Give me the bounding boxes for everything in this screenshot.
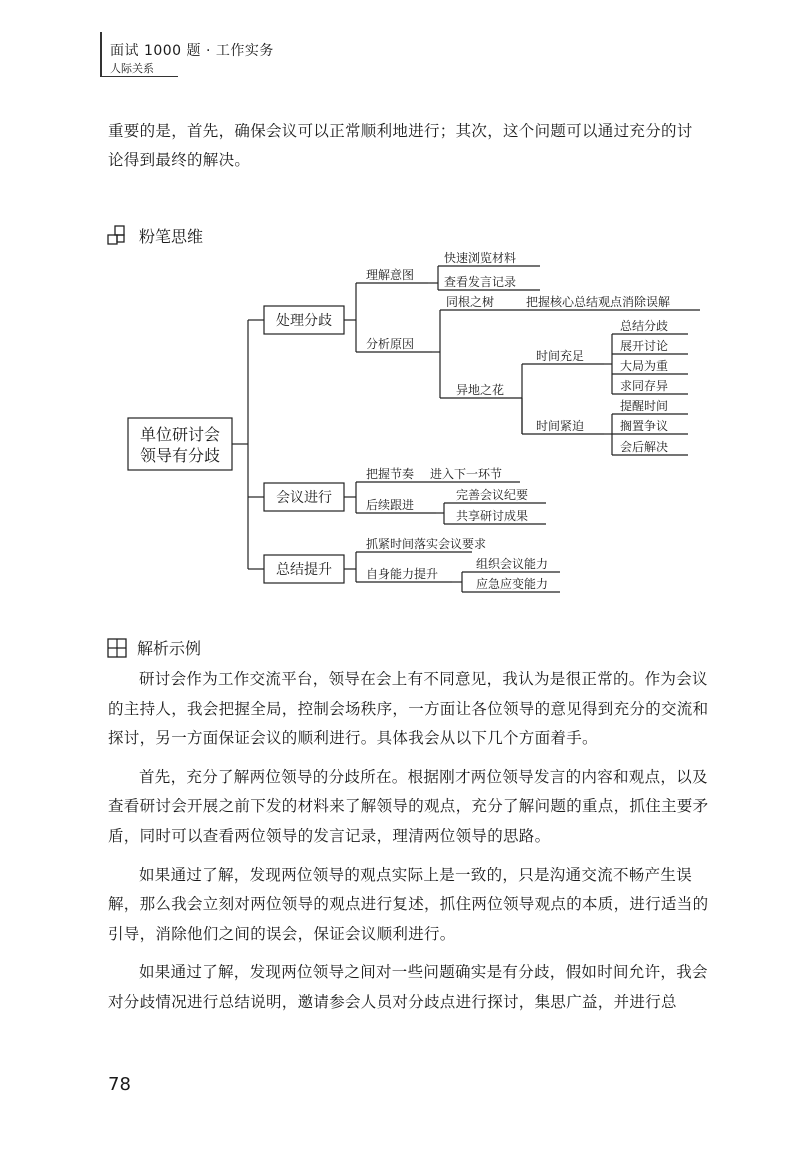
node-implement: 抓紧时间落实会议要求 [366,537,487,551]
node-different-place: 异地之花 [456,383,505,397]
running-header-title: 面试 1000 题 · 工作实务 [110,43,274,59]
root-node-line1: 单位研讨会 [139,425,221,444]
leaf-node: 求同存异 [620,379,669,393]
leaf-node: 搁置争议 [620,419,669,433]
node-time-enough: 时间充足 [536,349,585,363]
node-self-improve: 自身能力提升 [366,567,439,581]
section-title: 粉笔思维 [139,227,204,246]
leaf-node: 快速浏览材料 [444,251,517,265]
leaf-node: 展开讨论 [620,339,669,353]
node-understand-intent: 理解意图 [366,268,415,282]
body-paragraph: 研讨会作为工作交流平台，领导在会上有不同意见，我认为是很正常的。作为会议的主持人，我会把握全局，控制会场秩序，一方面让各位领导的意见得到充分的交流和探讨，另一方面保证会议的顺利进行。具体我会从以下几个方面着手。 [108,670,709,748]
branch-label-handle: 处理分歧 [276,313,332,329]
node-follow-up: 后续跟进 [366,498,415,512]
analysis-body [108,665,720,1027]
section-heading-analysis [107,636,201,659]
node-same-root-detail: 把握核心总结观点消除误解 [526,295,671,309]
intro-line: 论得到最终的解决。 [108,151,251,169]
section-title: 解析示例 [137,639,202,658]
leaf-node: 组织会议能力 [476,557,549,571]
body-paragraph: 如果通过了解，发现两位领导之间对一些问题确实是有分歧，假如时间允许，我会对分歧情况进行总结说明，邀请参会人员对分歧点进行探讨，集思广益，并进行总 [108,963,708,1011]
root-node-line2: 领导有分歧 [139,446,221,465]
leaf-node: 查看发言记录 [444,275,517,289]
leaf-node: 总结分歧 [620,319,669,333]
leaf-node: 提醒时间 [620,399,669,413]
body-paragraph: 首先，充分了解两位领导的分歧所在。根据刚才两位领导发言的内容和观点，以及查看研讨会开展之前下发的材料来了解领导的观点，充分了解问题的重点，抓住主要矛盾，同时可以查看两位领导的发言记录，理清两位领导的思路。 [108,767,709,845]
node-time-short: 时间紧迫 [536,419,585,433]
intro-line: 重要的是，首先，确保会议可以正常顺利地进行；其次，这个问题可以通过充分的讨 [108,122,693,140]
grid-box-icon [107,638,127,658]
body-paragraph: 如果通过了解，发现两位领导的观点实际上是一致的，只是沟通交流不畅产生误解，那么我会立刻对两位领导的观点进行复述，抓住两位领导观点的本质，进行适当的引导，消除他们之间的误会，保证会议顺利进行。 [108,865,709,943]
node-same-root: 同根之树 [446,295,495,309]
node-pace: 把握节奏 [366,467,415,481]
leaf-node: 应急应变能力 [476,577,549,591]
branch-label-summary: 总结提升 [276,562,332,578]
node-analyze-cause: 分析原因 [366,337,415,351]
leaf-node: 大局为重 [620,359,669,373]
leaf-node: 共享研讨成果 [456,509,529,523]
leaf-node: 完善会议纪要 [456,488,529,502]
branch-label-meeting: 会议进行 [276,490,332,506]
running-header-subtitle: 人际关系 [110,62,154,75]
leaf-node: 会后解决 [620,440,669,454]
node-pace-detail: 进入下一环节 [430,467,503,481]
page-number: 78 [108,1074,131,1095]
